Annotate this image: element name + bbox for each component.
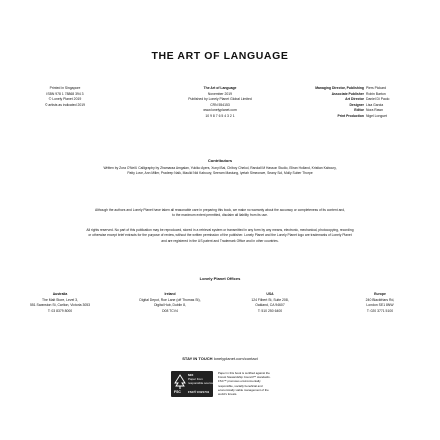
credit-name: Daniel Di Paolo (366, 97, 390, 102)
rights-line: or otherwise except brief extracts for the purpose of review, without the written permission of the publisher. Lonely Planet and the Lonely Planet logo are trademarks of Lonely Planet (88, 233, 352, 238)
fsc-label (188, 374, 215, 385)
credit-role: Associate Publisher (331, 91, 364, 96)
publication-title: The Art of Language (203, 86, 237, 90)
print-info-line: © artists as indicated 2019 (44, 102, 85, 107)
office-usa (230, 292, 310, 314)
rights-line: and are registered in the US patent and Trademark Office and in other countries. (161, 238, 279, 243)
publication-website[interactable]: www.lonelyplanet.com (203, 108, 237, 113)
contributors-line: Patty Love, Ann Miller, Pradeep Naik, Maulid Nid Kaboury, Seeram Mastung, Iyetah Simeonwe, Seany Sol, Molly Suber Thorpe (127, 171, 313, 176)
contributors-text (40, 166, 400, 177)
print-info-line: ISBN 978 1 78868 394 3 (46, 91, 84, 96)
rights-line: All rights reserved. No part of this publication may be reproduced, stored in a retrieval system or transmitted in any form by any means, electronic, mechanical, photocopying, recording (86, 228, 354, 232)
office-address-line: Digital Hub, Dublin 8, (154, 303, 186, 308)
office-phone: T: 03 8379 8000 (47, 308, 73, 313)
office-address-line: Digital Depot, Roe Lane (off Thomas St), (139, 297, 201, 302)
contact-url[interactable]: lonelyplanet.com/contact (213, 356, 258, 361)
office-australia (20, 292, 100, 314)
office-address-line: London SE1 8NW (366, 303, 394, 308)
disclaimer-text (40, 208, 400, 219)
office-phone: T: 510 250 6400 (257, 308, 283, 313)
publication-line: Published by Lonely Planet Global Limited (188, 97, 252, 102)
office-address-line: 551 Swanston St, Carlton, Victoria 3053 (29, 303, 91, 308)
disclaimer-line: to the maximum extent permitted, disclaim all liability from its use. (172, 213, 268, 218)
office-address-line: 124 Filbert St, Suite 208, (251, 297, 289, 302)
credit-role: Editor (354, 108, 364, 113)
credits-column (300, 86, 420, 120)
print-info-line: Printed in Singapore (49, 86, 81, 90)
fsc-label-line: Paper from (188, 376, 203, 381)
office-ireland (130, 292, 210, 314)
office-name: USA (266, 292, 274, 296)
office-address-line: D08 TCV4 (162, 308, 178, 313)
office-address-line: 240 Blackfriars Rd, (365, 297, 395, 302)
fsc-badge (171, 371, 213, 397)
fsc-wordmark: FSC (174, 390, 181, 394)
publication-line: November 2019 (207, 91, 233, 96)
credit-name: Piers Pickard (366, 86, 386, 90)
offices-row (20, 292, 420, 322)
paper-certification-note: Paper in this book is certified against the Forest Stewardship Council™ standards. FSC™ promotes environmentally responsible, socially beneficial and economically viable management of the world's forests. (218, 371, 271, 397)
fsc-label-line: MIX (188, 373, 194, 377)
contributors-heading: Contributors (207, 158, 233, 163)
credit-role: Designer (349, 102, 364, 107)
office-name: Europe (374, 292, 386, 296)
fsc-label-line: responsible sources (188, 380, 215, 385)
offices-heading: Lonely Planet Offices (199, 276, 241, 281)
credit-name: Robin Barton (366, 91, 386, 96)
stay-in-touch (0, 356, 440, 361)
office-name: Australia (52, 292, 68, 296)
credit-name: Lisa Garcia (366, 102, 384, 107)
office-address-line: The Malt Store, Level 3, (42, 297, 78, 302)
disclaimer-line: Although the authors and Lonely Planet have taken all reasonable care in preparing this book, we make no warranty about the accuracy or completeness of its content and, (95, 208, 345, 212)
office-address-line: Oakland, CA 94607 (255, 303, 285, 308)
credit-name: Nora Rawn (366, 108, 383, 113)
book-title: THE ART OF LANGUAGE (151, 50, 289, 62)
stay-in-touch-label: STAY IN TOUCH (182, 356, 213, 361)
publication-info-column (175, 86, 265, 120)
rights-text (40, 228, 400, 244)
print-info-column (30, 86, 100, 108)
office-phone: T: 020 3771 5100 (366, 308, 394, 313)
office-name: Ireland (164, 292, 176, 296)
publication-line: CRN 554153 (210, 102, 230, 107)
credit-name: Nigel Longuet (366, 113, 387, 118)
printing-number-line: 10 9 8 7 6 5 4 3 2 1 (205, 113, 235, 118)
office-europe (340, 292, 420, 314)
credit-row (300, 114, 420, 120)
print-info-line: © Lonely Planet 2019 (48, 97, 82, 102)
credit-role: Print Production (337, 113, 364, 118)
fsc-license-code: FSC® C021741 (188, 390, 210, 394)
credit-role: Art Director (345, 97, 364, 102)
fsc-tree-icon (174, 374, 186, 390)
contributors-line: Written by Zora O'Neill. Calligraphy by Zhamaraa Amgalan, Yukiko Ayers, Xunyi Bai, Chiboy Chekol, Randall M Hasson Studio, Eliran Holland, Kristian Kaboury, (103, 166, 337, 170)
credit-role: Managing Director, Publishing (315, 86, 364, 90)
